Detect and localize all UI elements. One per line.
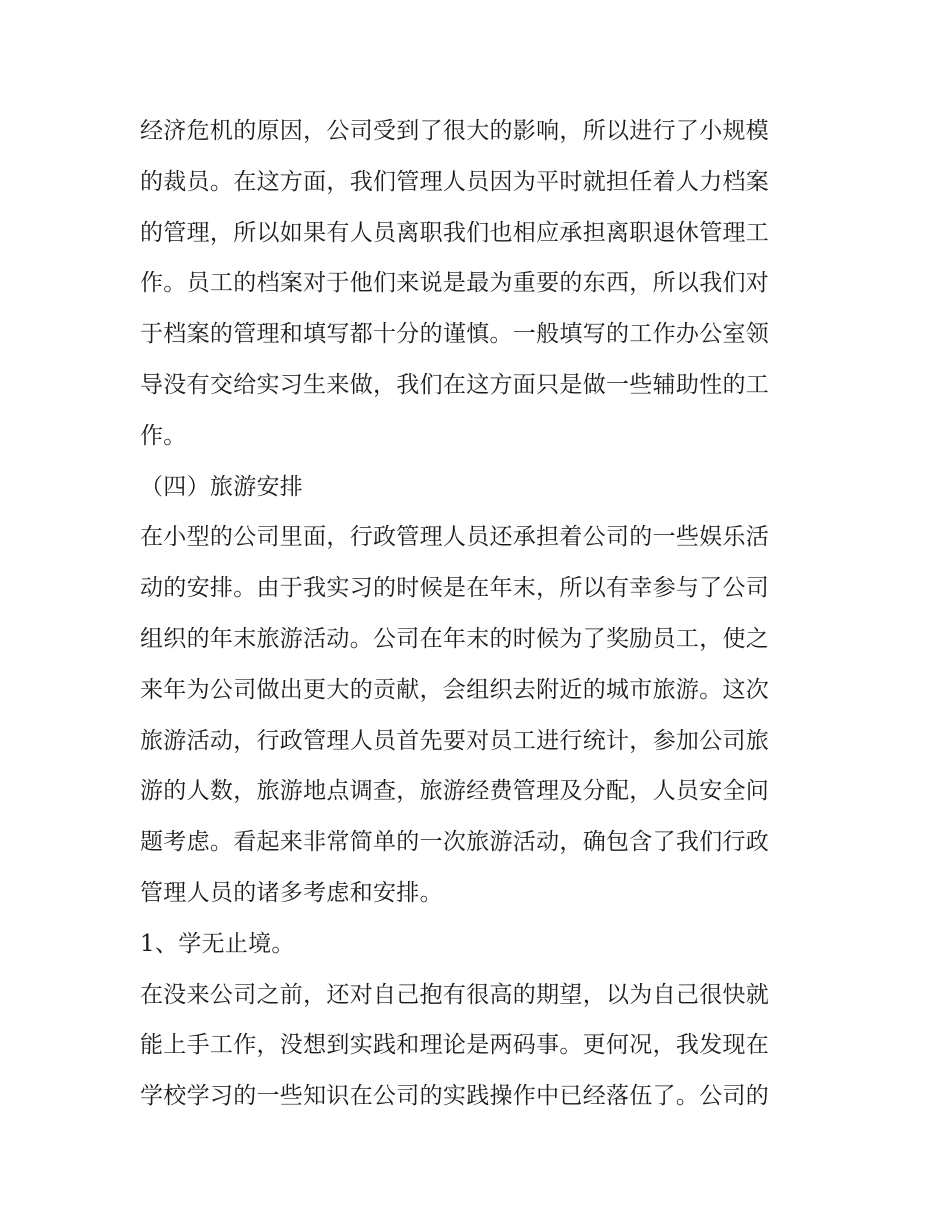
text-line: 来年为公司做出更大的贡献，会组织去附近的城市旅游。这次	[140, 676, 770, 703]
text-line: 能上手工作，没想到实践和理论是两码事。更何况，我发现在	[140, 1032, 770, 1059]
text-line: 旅游活动，行政管理人员首先要对员工进行统计，参加公司旅	[140, 727, 770, 754]
document-page	[140, 106, 820, 1122]
text-line: 学校学习的一些知识在公司的实践操作中已经落伍了。公司的	[140, 1083, 770, 1110]
text-line: 作。	[140, 422, 187, 449]
text-line: 于档案的管理和填写都十分的谨慎。一般填写的工作办公室领	[140, 321, 770, 348]
subsection-heading: 1、学无止境。	[140, 930, 295, 957]
text-line: 组织的年末旅游活动。公司在年末的时候为了奖励员工，使之	[140, 625, 770, 652]
text-line: 的管理，所以如果有人员离职我们也相应承担离职退休管理工	[140, 219, 770, 246]
text-line: 的裁员。在这方面，我们管理人员因为平时就担任着人力档案	[140, 168, 770, 195]
text-line: 在没来公司之前，还对自己抱有很高的期望，以为自己很快就	[140, 981, 770, 1008]
text-line: 在小型的公司里面，行政管理人员还承担着公司的一些娱乐活	[140, 524, 770, 551]
section-heading: （四）旅游安排	[140, 473, 304, 500]
text-line: 题考虑。看起来非常简单的一次旅游活动，确包含了我们行政	[140, 829, 770, 856]
text-line: 导没有交给实习生来做，我们在这方面只是做一些辅助性的工	[140, 371, 770, 398]
text-line: 游的人数，旅游地点调查，旅游经费管理及分配，人员安全问	[140, 778, 770, 805]
text-line: 管理人员的诸多考虑和安排。	[140, 879, 443, 906]
text-line: 经济危机的原因，公司受到了很大的影响，所以进行了小规模	[140, 118, 770, 144]
text-line: 作。员工的档案对于他们来说是最为重要的东西，所以我们对	[140, 270, 770, 297]
text-line: 动的安排。由于我实习的时候是在年末，所以有幸参与了公司	[140, 575, 770, 602]
